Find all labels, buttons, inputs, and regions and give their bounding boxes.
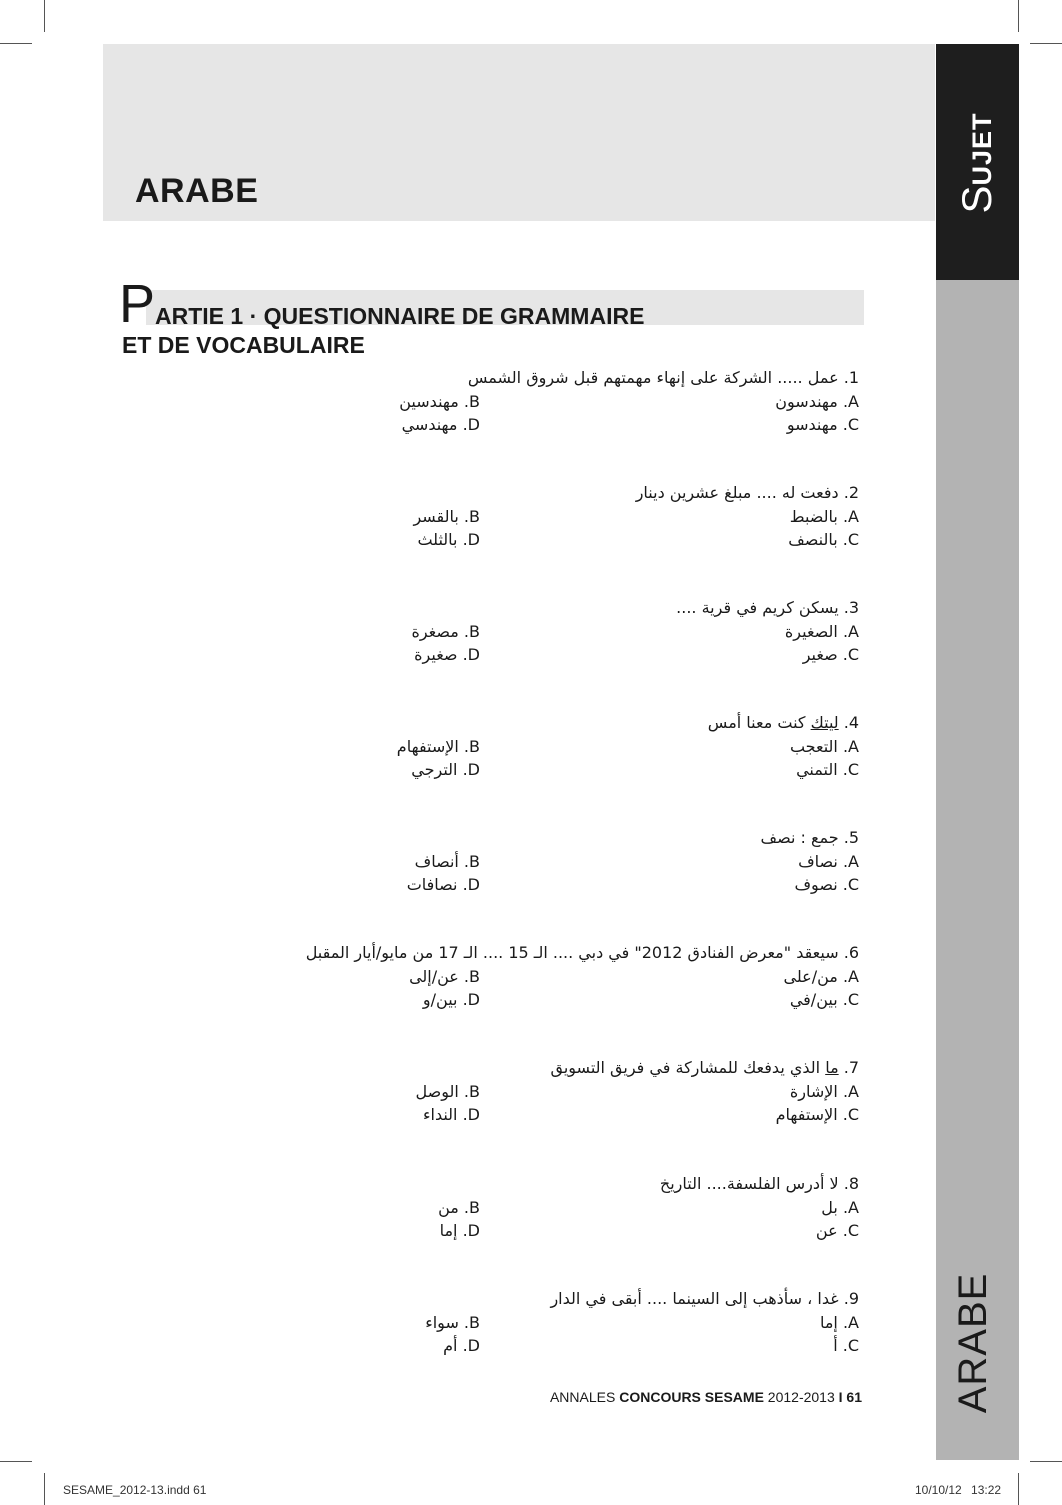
- footer-separator: I: [838, 1389, 843, 1405]
- question-3: [0, 598, 1062, 688]
- option-c[interactable]: C. بين/في: [789, 990, 859, 1009]
- question-text-part: الذي يدفعك للمشاركة في فريق التسويق: [550, 1058, 826, 1077]
- print-slug-file: SESAME_2012-13.indd 61: [63, 1483, 207, 1497]
- option-d[interactable]: D. صغيرة: [414, 645, 480, 664]
- question-text-part: 8. لا أدرس الفلسفة.... التاريخ: [659, 1174, 859, 1193]
- option-a[interactable]: A. نصاف: [798, 852, 859, 871]
- option-b[interactable]: B. أنصاف: [414, 852, 480, 871]
- option-d[interactable]: D. النداء: [422, 1105, 480, 1124]
- question-1: [0, 368, 1062, 458]
- question-text: [708, 713, 859, 733]
- question-text-part: 6. سيعقد "معرض الفنادق 2012" في دبي .... الـ 15 .... الـ 17 من مايو/أيار المقبل: [305, 943, 859, 962]
- question-text: [468, 368, 859, 388]
- question-underlined-word: ما: [825, 1058, 839, 1077]
- footer-years: 2012-2013: [763, 1389, 839, 1405]
- print-slug-datetime: 10/10/12 13:22: [915, 1483, 1002, 1497]
- option-b[interactable]: B. من: [438, 1198, 480, 1217]
- option-a[interactable]: A. الصغيرة: [784, 622, 859, 641]
- option-c[interactable]: C. الإستفهام: [775, 1105, 859, 1124]
- question-text: [660, 1174, 859, 1194]
- question-2: [0, 483, 1062, 573]
- option-b[interactable]: B. عن/إلى: [409, 967, 480, 986]
- question-text: [636, 483, 859, 503]
- option-b[interactable]: B. بالقسر: [413, 507, 480, 526]
- option-d[interactable]: D. بين/و: [422, 990, 480, 1009]
- page-number: 61: [842, 1389, 862, 1405]
- question-text: [676, 598, 859, 618]
- question-underlined-word: ليتك: [810, 713, 839, 732]
- footer-prefix: ANNALES: [549, 1389, 620, 1405]
- option-a[interactable]: A. من/على: [783, 967, 859, 986]
- page-title: ARABE: [135, 172, 259, 210]
- question-text-part: 4.: [838, 713, 859, 732]
- question-6: [0, 943, 1062, 1033]
- question-text-part: 1. عمل ..... الشركة على إنهاء مهمتهم قبل شروق الشمس: [467, 368, 859, 387]
- question-text-part: 9. غدا ، سأذهب إلى السينما .... أبقى في الدار: [550, 1289, 859, 1308]
- option-a[interactable]: A. بالضبط: [789, 507, 859, 526]
- option-c[interactable]: C. أ: [833, 1336, 859, 1355]
- option-a[interactable]: A. بل: [821, 1198, 859, 1217]
- option-d[interactable]: D. الترجي: [411, 760, 480, 779]
- option-c[interactable]: C. بالنصف: [788, 530, 859, 549]
- side-tab-initial: S: [953, 185, 1000, 214]
- option-d[interactable]: D. أم: [443, 1336, 480, 1355]
- option-d[interactable]: D. نصافات: [406, 875, 480, 894]
- section-heading-line2: ET DE VOCABULAIRE: [122, 332, 365, 358]
- option-b[interactable]: B. الوصل: [415, 1082, 480, 1101]
- question-text-part: 3. يسكن كريم في قرية ....: [676, 598, 859, 617]
- page-footer: [550, 1389, 862, 1405]
- option-a[interactable]: A. الإشارة: [789, 1082, 859, 1101]
- section-heading-line1: ARTIE 1 · QUESTIONNAIRE DE GRAMMAIRE: [155, 303, 645, 329]
- option-c[interactable]: C. عن: [815, 1221, 859, 1240]
- question-text: [306, 943, 859, 963]
- footer-concours: CONCOURS SESAME: [619, 1389, 764, 1405]
- option-a[interactable]: A. مهندسون: [775, 392, 859, 411]
- option-b[interactable]: B. مهندسين: [399, 392, 480, 411]
- side-tab-rest: UJET: [967, 112, 997, 186]
- question-text: [550, 1058, 859, 1078]
- option-c[interactable]: C. مهندسو: [786, 415, 859, 434]
- question-text: [761, 828, 859, 848]
- question-7: [0, 1058, 1062, 1148]
- side-subject-label: ARABE: [951, 1272, 995, 1414]
- question-text-part: كنت معنا أمس: [707, 713, 811, 732]
- option-d[interactable]: D. مهندسي: [401, 415, 480, 434]
- option-d[interactable]: D. بالثلث: [417, 530, 480, 549]
- option-d[interactable]: D. إما: [439, 1221, 480, 1240]
- option-b[interactable]: B. الإستفهام: [396, 737, 480, 756]
- option-b[interactable]: B. سواء: [425, 1313, 480, 1332]
- option-c[interactable]: C. نصوف: [794, 875, 859, 894]
- question-text: [550, 1289, 859, 1309]
- question-8: [0, 1174, 1062, 1264]
- question-5: [0, 828, 1062, 918]
- option-c[interactable]: C. صغير: [802, 645, 859, 664]
- question-text-part: 5. جمع : نصف: [760, 828, 859, 847]
- option-c[interactable]: C. التمني: [796, 760, 859, 779]
- question-text-part: 2. دفعت له .... مبلغ عشرين دينار: [635, 483, 859, 502]
- option-b[interactable]: B. مصغرة: [411, 622, 480, 641]
- section-heading-initial: P: [119, 274, 156, 334]
- question-9: [0, 1289, 1062, 1379]
- option-a[interactable]: A. إما: [819, 1313, 859, 1332]
- option-a[interactable]: A. التعجب: [789, 737, 859, 756]
- question-text-part: 7.: [838, 1058, 859, 1077]
- question-4: [0, 713, 1062, 803]
